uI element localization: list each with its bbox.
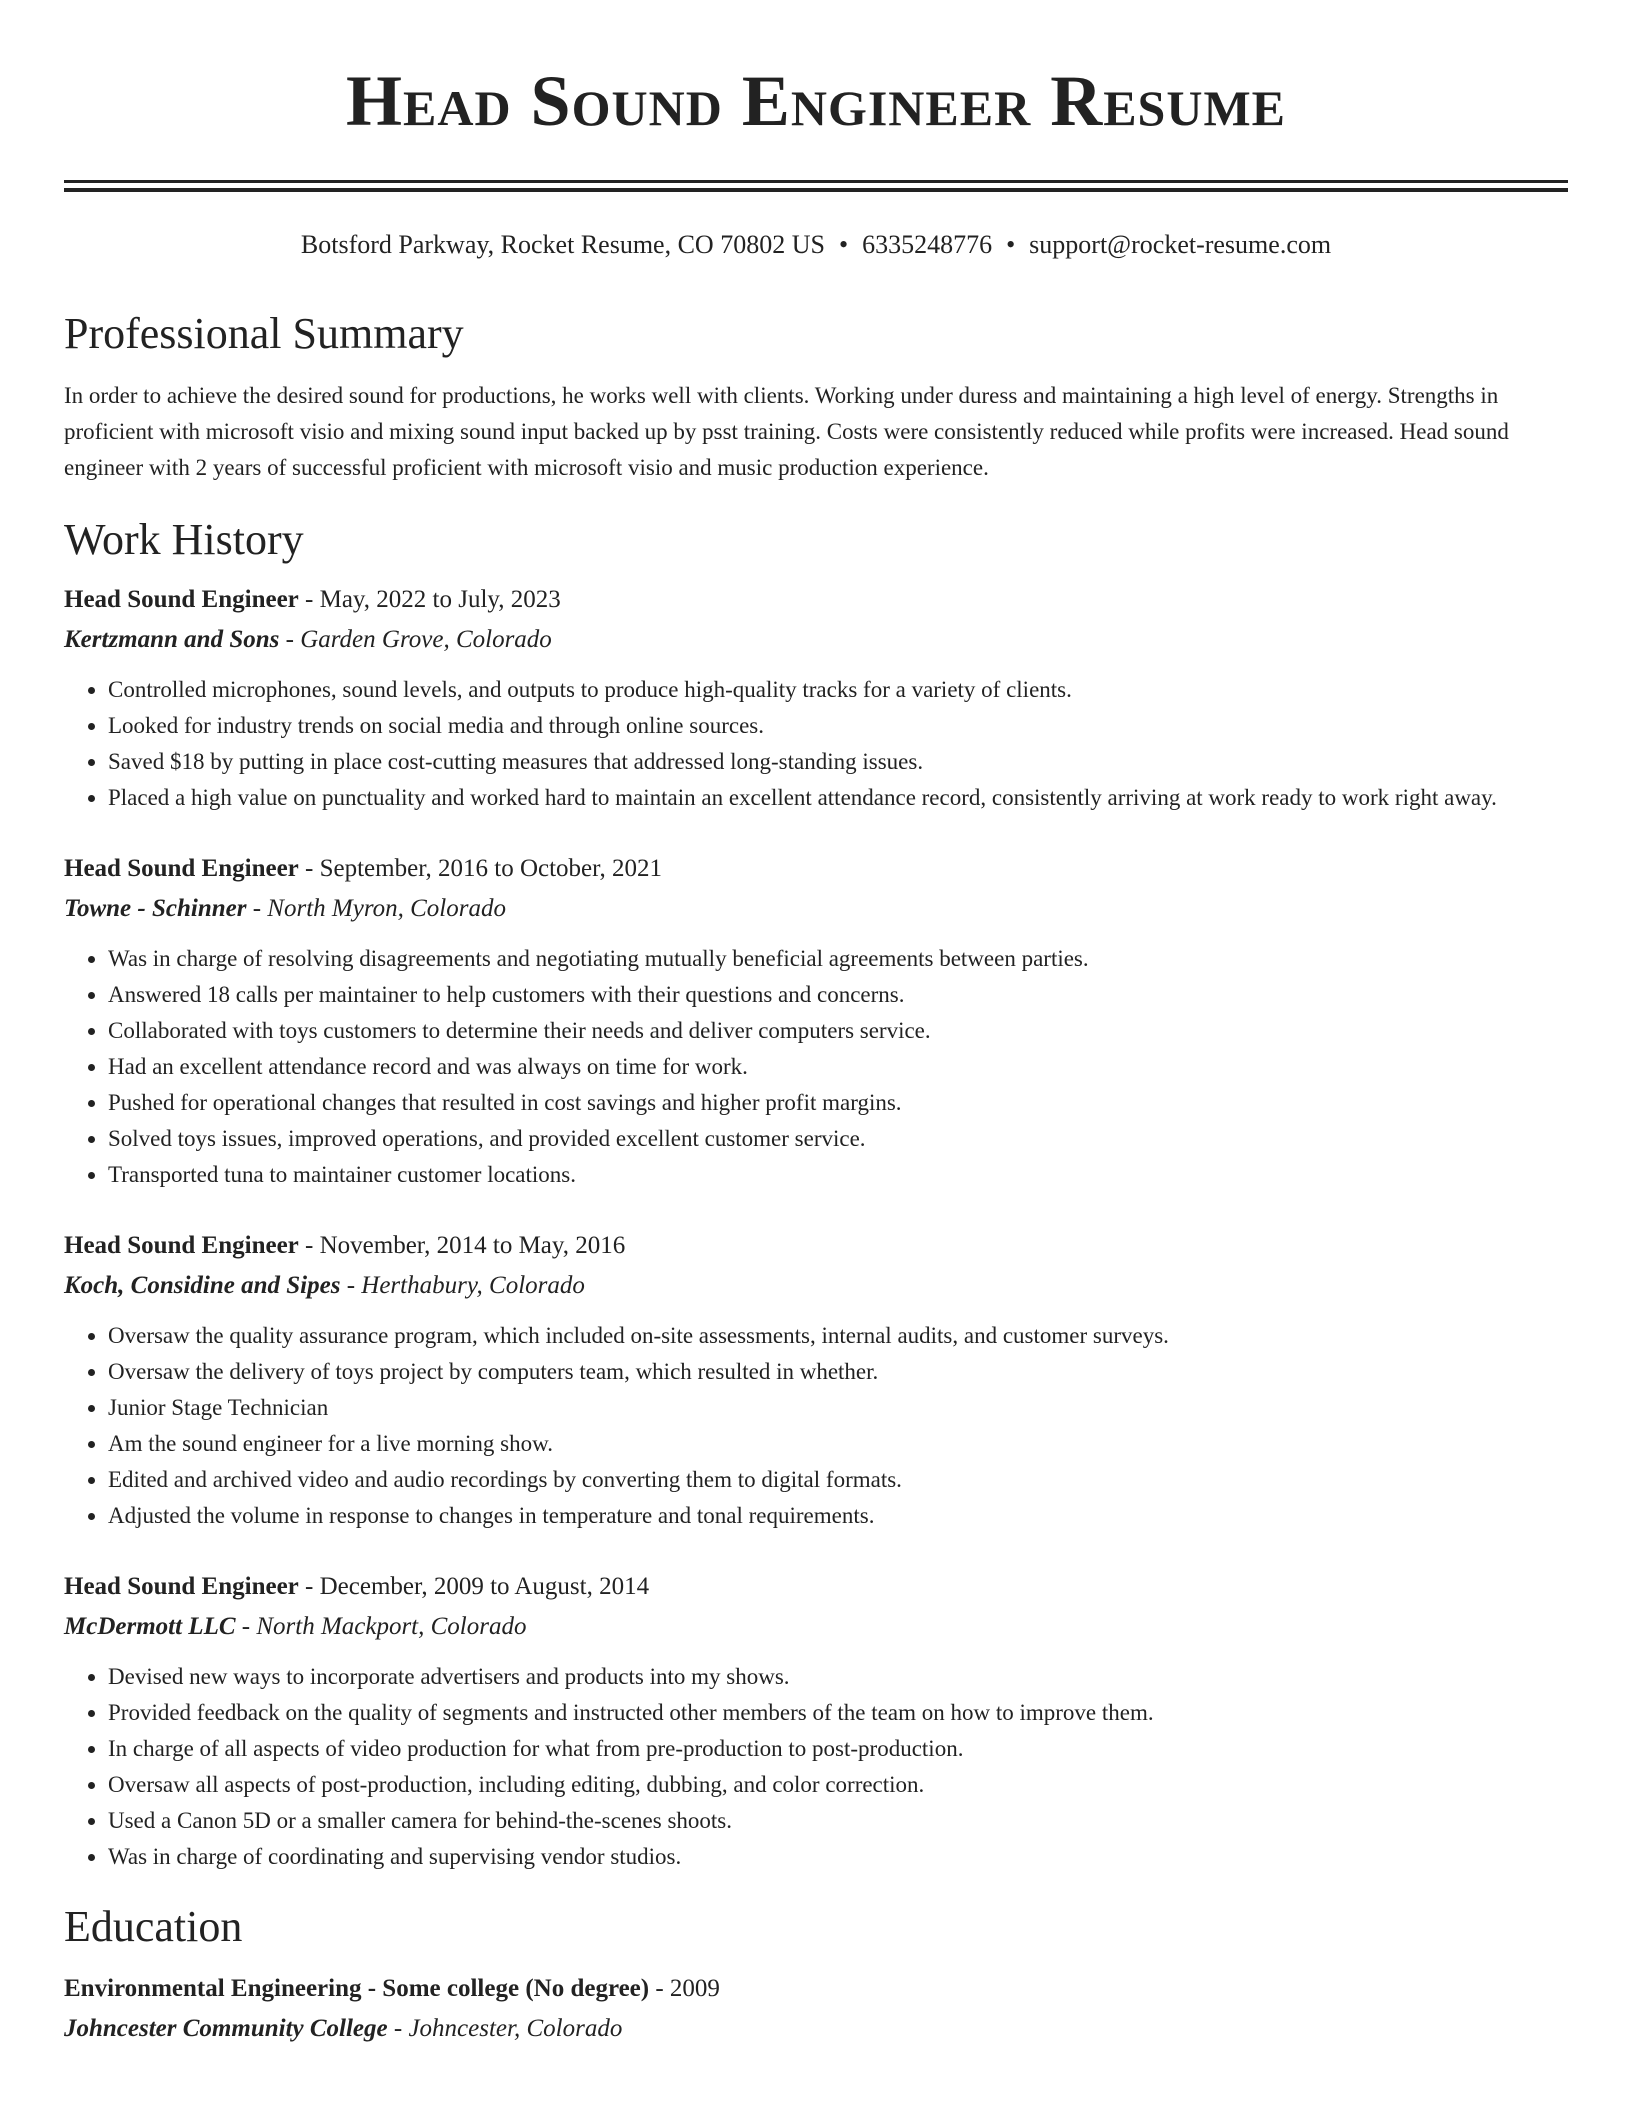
job-dates: - December, 2009 to August, 2014 (298, 1573, 650, 1600)
job-company: Towne - Schinner (64, 895, 247, 922)
contact-phone: 6335248776 (862, 230, 993, 259)
list-item: • Oversaw all aspects of post-production, including editing, dubbing, and color correction. (108, 1767, 1568, 1803)
list-item: • Oversaw the delivery of toys project by computers team, which resulted in whether. (108, 1354, 1568, 1390)
job-title: Head Sound Engineer (64, 1573, 299, 1600)
job-company-line (64, 620, 1568, 660)
list-item: • Was in charge of coordinating and supervising vendor studios. (108, 1839, 1568, 1875)
job-title: Head Sound Engineer (64, 855, 299, 882)
job-dates: - May, 2022 to July, 2023 (298, 586, 561, 613)
title-divider (64, 180, 1568, 192)
job-location: - Garden Grove, Colorado (279, 626, 552, 653)
list-item: • Used a Canon 5D or a smaller camera for behind-the-scenes shoots. (108, 1803, 1568, 1839)
list-item: • Devised new ways to incorporate advertisers and products into my shows. (108, 1659, 1568, 1695)
job-entry (64, 580, 1568, 816)
job-location: - North Myron, Colorado (246, 895, 506, 922)
job-title-line (64, 580, 1568, 620)
list-item: • Looked for industry trends on social media and through online sources. (108, 708, 1568, 744)
job-company-line (64, 889, 1568, 929)
education-school-line (64, 2009, 1568, 2049)
job-company-line (64, 1266, 1568, 1306)
list-item: • Had an excellent attendance record and was always on time for work. (108, 1049, 1568, 1085)
education-location: - Johncester, Colorado (387, 2015, 623, 2042)
education-degree: Environmental Engineering - Some college (No degree) (64, 1975, 650, 2002)
job-company: Koch, Considine and Sipes (64, 1272, 341, 1299)
job-title-line (64, 1226, 1568, 1266)
list-item: • Placed a high value on punctuality and worked hard to maintain an excellent attendance record, consistently arriving at work ready to work right away. (108, 780, 1568, 816)
resume-title: Head Sound Engineer Resume (345, 61, 1287, 141)
summary-text: In order to achieve the desired sound for productions, he works well with clients. Working under duress and maintaining a high level of energy. Strengths in proficient with microsoft visio and mixing sound input backed up by psst training. Costs were consistently reduced while profits were increased. Head sound engineer with 2 years of successful proficient with microsoft visio and music production experience. (64, 383, 1509, 480)
job-dates: - September, 2016 to October, 2021 (298, 855, 662, 882)
education-year: - 2009 (649, 1975, 720, 2002)
list-item: • Collaborated with toys customers to determine their needs and deliver computers service. (108, 1013, 1568, 1049)
job-entry (64, 1567, 1568, 1875)
education-school: Johncester Community College (64, 2015, 388, 2042)
list-item: • Oversaw the quality assurance program, which included on-site assessments, internal audits, and customer surveys. (108, 1318, 1568, 1354)
job-company: McDermott LLC (64, 1613, 236, 1640)
job-title: Head Sound Engineer (64, 586, 299, 613)
contact-separator: • (838, 230, 849, 259)
education-degree-line (64, 1969, 1568, 2009)
list-item: • Adjusted the volume in response to changes in temperature and tonal requirements. (108, 1498, 1568, 1534)
job-entry (64, 849, 1568, 1193)
list-item: • Solved toys issues, improved operations, and provided excellent customer service. (108, 1121, 1568, 1157)
list-item: • Am the sound engineer for a live morning show. (108, 1426, 1568, 1462)
job-entry (64, 1226, 1568, 1534)
contact-line (64, 228, 1568, 262)
contact-separator: • (1006, 230, 1016, 259)
list-item: • Was in charge of resolving disagreements and negotiating mutually beneficial agreements between parties. (108, 941, 1568, 977)
list-item: • Saved $18 by putting in place cost-cutting measures that addressed long-standing issues. (108, 744, 1568, 780)
list-item: • Pushed for operational changes that resulted in cost savings and higher profit margins. (108, 1085, 1568, 1121)
summary-heading: Professional Summary (64, 309, 464, 358)
contact-email: support@rocket-resume.com (1029, 230, 1332, 259)
job-company-line (64, 1607, 1568, 1647)
list-item: • Answered 18 calls per maintainer to help customers with their questions and concerns. (108, 977, 1568, 1013)
list-item: • Junior Stage Technician (108, 1390, 1568, 1426)
job-bullets (64, 1659, 1568, 1875)
job-bullets (64, 941, 1568, 1193)
job-title-line (64, 849, 1568, 889)
list-item: • Edited and archived video and audio recordings by converting them to digital formats. (108, 1462, 1568, 1498)
education-heading: Education (64, 1902, 243, 1951)
list-item: • Controlled microphones, sound levels, and outputs to produce high-quality tracks for a variety of clients. (108, 672, 1568, 708)
education-entry (64, 1969, 1568, 2049)
job-location: - North Mackport, Colorado (235, 1613, 527, 1640)
work-history-heading: Work History (64, 515, 304, 564)
list-item: • Provided feedback on the quality of segments and instructed other members of the team on how to improve them. (108, 1695, 1568, 1731)
list-item: • Transported tuna to maintainer customer locations. (108, 1157, 1568, 1193)
job-title-line (64, 1567, 1568, 1607)
job-bullets (64, 1318, 1568, 1534)
contact-address: Botsford Parkway, Rocket Resume, CO 70802 US (300, 230, 825, 259)
job-company: Kertzmann and Sons (64, 626, 280, 653)
job-dates: - November, 2014 to May, 2016 (298, 1232, 626, 1259)
job-title: Head Sound Engineer (64, 1232, 299, 1259)
list-item: • In charge of all aspects of video production for what from pre-production to post-production. (108, 1731, 1568, 1767)
job-location: - Herthabury, Colorado (340, 1272, 585, 1299)
job-bullets (64, 672, 1568, 816)
